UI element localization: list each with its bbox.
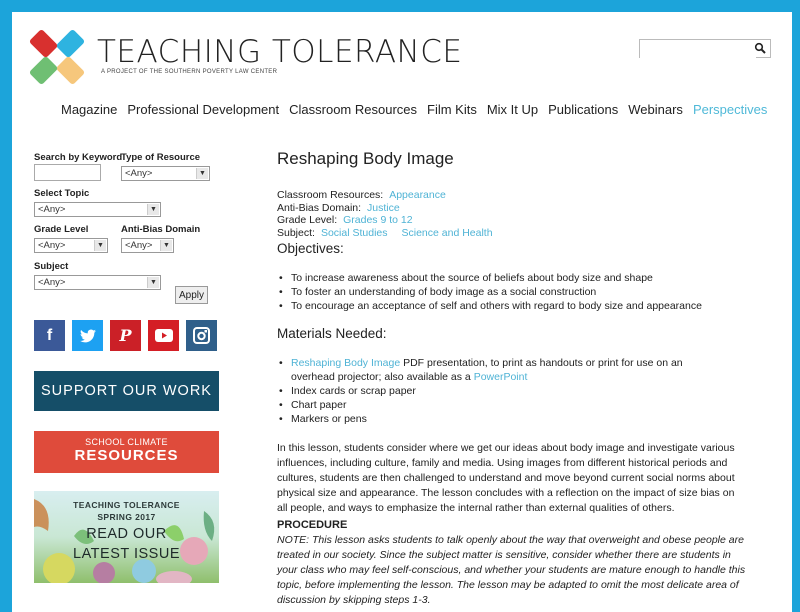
grade-select-value: <Any> — [38, 240, 66, 251]
twitter-icon[interactable] — [72, 320, 103, 351]
subject-label: Subject — [34, 261, 69, 272]
subject-select[interactable] — [34, 275, 161, 290]
youtube-icon[interactable] — [148, 320, 179, 351]
domain-select-value: <Any> — [125, 240, 153, 251]
type-select-value: <Any> — [125, 168, 153, 179]
list-item: • Markers or pens — [277, 412, 697, 426]
objectives-list — [277, 271, 702, 313]
list-item: • Index cards or scrap paper — [277, 384, 697, 398]
list-item: • To increase awareness about the source of beliefs about body size and shape — [277, 271, 702, 285]
nav-classroom-resources[interactable]: Classroom Resources — [289, 102, 417, 117]
reshaping-pdf-link[interactable]: Reshaping Body Image — [291, 357, 401, 369]
latest-issue-banner[interactable] — [34, 491, 219, 583]
powerpoint-link[interactable]: PowerPoint — [473, 371, 528, 383]
chevron-down-icon: ▼ — [147, 204, 159, 215]
grade-link[interactable]: Grades 9 to 12 — [343, 214, 413, 226]
topic-select-value: <Any> — [38, 204, 66, 215]
nav-film-kits[interactable]: Film Kits — [427, 102, 477, 117]
list-item — [277, 356, 697, 384]
topic-label: Select Topic — [34, 188, 90, 199]
type-label: Type of Resource — [121, 152, 201, 163]
subject-link-social-studies[interactable]: Social Studies — [320, 226, 388, 239]
keyword-input[interactable] — [34, 164, 101, 181]
nav-mix-it-up[interactable]: Mix It Up — [486, 102, 539, 117]
list-item: • To foster an understanding of body image as a social construction — [277, 285, 702, 299]
nav-magazine[interactable]: Magazine — [61, 102, 118, 117]
main-nav — [61, 102, 777, 117]
hands-logo-icon[interactable] — [22, 22, 92, 92]
lesson-intro: In this lesson, students consider where we get our ideas about body image and investigate various influences, including culture, family and media. Using images from different historical periods and cultures, students are then challenged to understand and move beyond current social norms about physical size and appearance. The lesson concludes with a reflection on the impact of size bias on all people, and ways to emphasize the internal rather than external qualities of others. — [277, 442, 735, 514]
chevron-down-icon: ▼ — [94, 240, 106, 251]
search-input[interactable] — [640, 42, 756, 58]
domain-select[interactable] — [121, 238, 174, 253]
tagline: A PROJECT OF THE SOUTHERN POVERTY LAW CENTER — [101, 69, 278, 75]
support-our-work-button[interactable]: SUPPORT OUR WORK — [34, 371, 219, 411]
search-icon[interactable] — [754, 42, 766, 54]
page-title: Reshaping Body Image — [277, 149, 454, 168]
classroom-link[interactable]: Appearance — [389, 189, 446, 201]
type-select[interactable] — [121, 166, 210, 181]
lesson-meta — [277, 189, 493, 239]
nav-publications[interactable]: Publications — [548, 102, 619, 117]
chevron-down-icon: ▼ — [196, 168, 208, 179]
facebook-icon[interactable]: f — [34, 320, 65, 351]
domain-link[interactable]: Justice — [367, 201, 400, 214]
materials-heading: Materials Needed: — [277, 326, 387, 341]
nav-perspectives[interactable]: Perspectives — [692, 102, 768, 117]
subject-link-science-health[interactable]: Science and Health — [401, 226, 493, 239]
subject-meta-label: Subject: — [277, 226, 315, 239]
materials-list — [277, 356, 697, 426]
grade-meta-label: Grade Level: — [277, 214, 338, 226]
pinterest-icon[interactable]: P — [110, 320, 141, 351]
chevron-down-icon: ▼ — [160, 240, 172, 251]
nav-professional-development[interactable]: Professional Development — [127, 102, 280, 117]
site-search[interactable] — [639, 39, 771, 58]
procedure-heading: PROCEDURE — [277, 519, 348, 531]
school-climate-resources-banner[interactable] — [34, 431, 219, 473]
apply-button[interactable]: Apply — [175, 286, 208, 304]
grade-label: Grade Level — [34, 224, 89, 235]
materials-item-text: PDF presentation, to print as handouts or print for use on an overhead projector; also available as a — [291, 357, 683, 383]
climate-line-1: SCHOOL CLIMATE — [85, 437, 168, 447]
brand-name[interactable]: TEACHING TOLERANCE — [97, 34, 463, 70]
grade-select[interactable] — [34, 238, 108, 253]
domain-meta-label: Anti-Bias Domain: — [277, 201, 362, 214]
climate-line-2: RESOURCES — [74, 447, 179, 464]
page — [12, 12, 792, 612]
issue-line-2: SPRING 2017 — [97, 512, 156, 522]
instagram-icon[interactable] — [186, 320, 217, 351]
subject-select-value: <Any> — [38, 277, 66, 288]
procedure-note: NOTE: This lesson asks students to talk openly about the way that overweight and obese people are treated in our society. Since the subject matter is sensitive, consider whether there are students in your class who may feel self-conscious, and whether your students are mature enough to handle this topic, before implementing the lesson. The lesson may be adapted to omit the most delicate area of discussion by skipping steps 1-3. — [277, 534, 746, 606]
objectives-heading: Objectives: — [277, 241, 344, 256]
nav-webinars[interactable]: Webinars — [628, 102, 683, 117]
list-item: • Chart paper — [277, 398, 697, 412]
domain-label: Anti-Bias Domain — [121, 224, 201, 235]
topic-select[interactable] — [34, 202, 161, 217]
chevron-down-icon: ▼ — [147, 277, 159, 288]
issue-line-1: TEACHING TOLERANCE — [73, 500, 180, 510]
keyword-label: Search by Keyword — [34, 152, 123, 163]
issue-line-4: LATEST ISSUE — [73, 546, 180, 562]
classroom-label: Classroom Resources: — [277, 189, 384, 201]
list-item: • To encourage an acceptance of self and others with regard to body size and appearance — [277, 299, 702, 313]
issue-line-3: READ OUR — [86, 526, 167, 542]
